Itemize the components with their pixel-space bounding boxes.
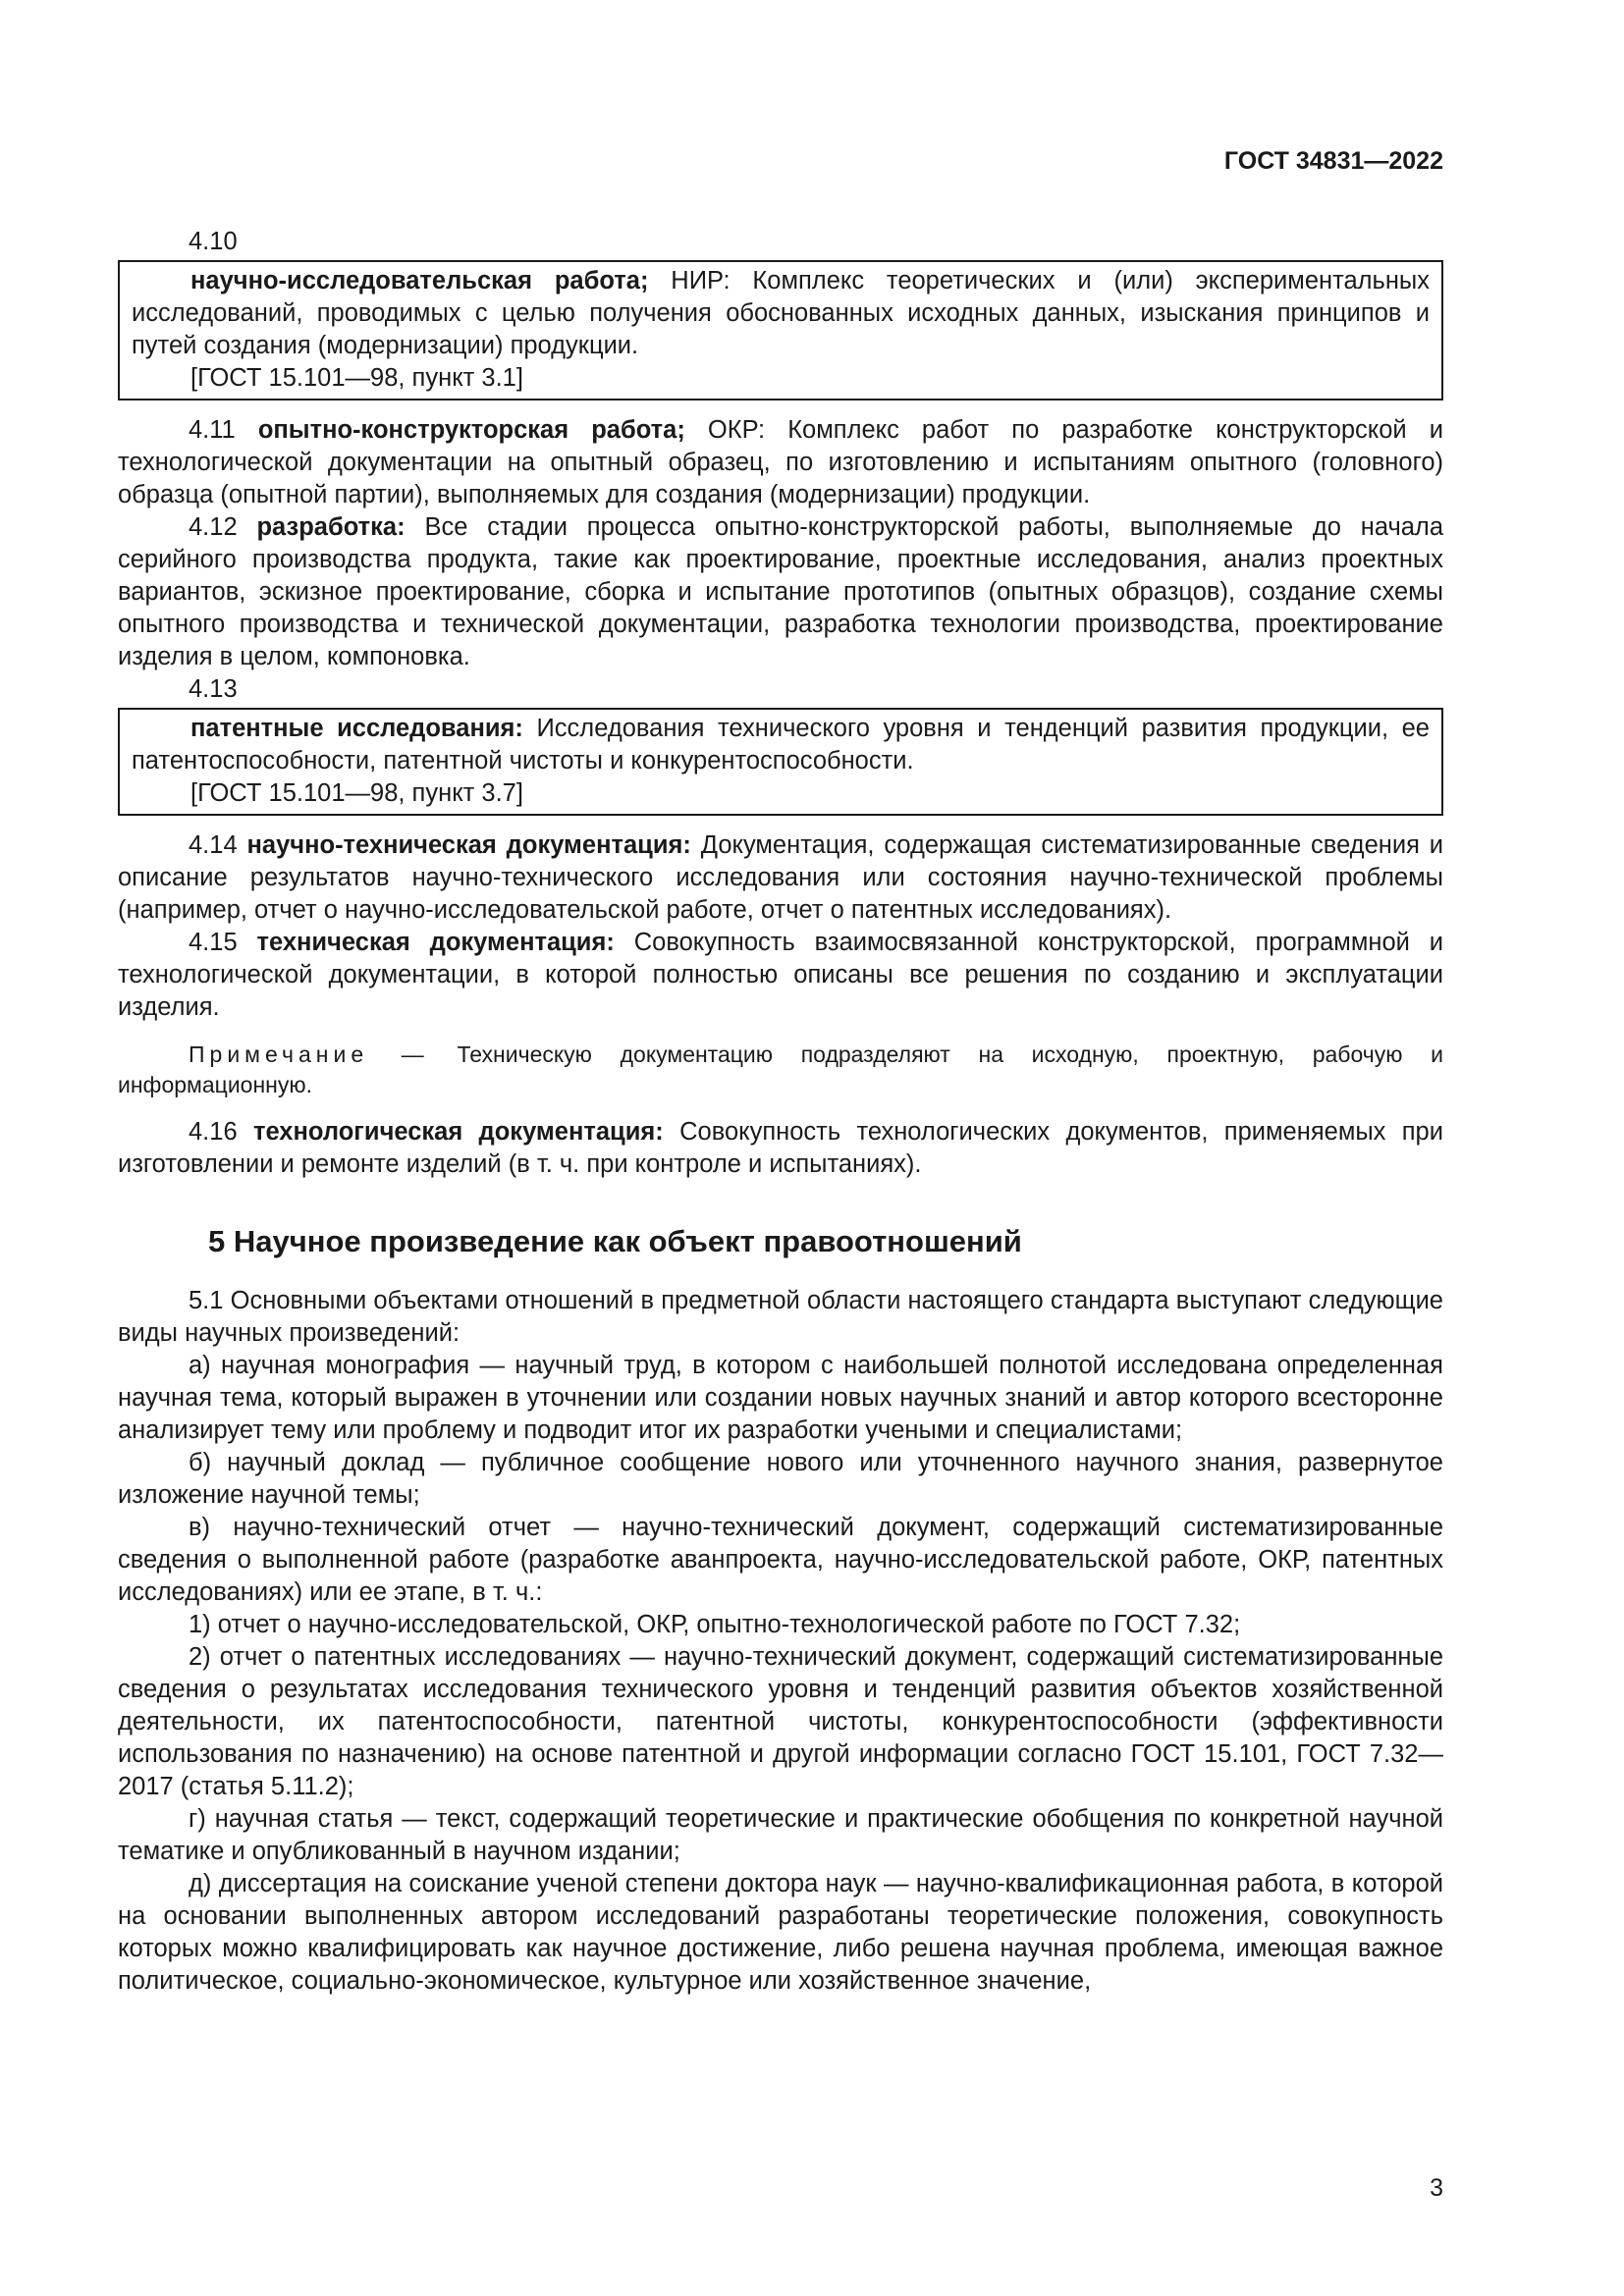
list-item-v-2: 2) отчет о патентных исследованиях — научно-технический документ, содержащий систематизированные сведения о результатах исследования технического уровня и тенденций развития объектов хозяйственной деятельности, их патентоспособности, патентной чистоты, конкурентоспособности (эффективности использования по назначению) на основе патентной и другой информации согласно ГОСТ 15.101, ГОСТ 7.32—2017 (статья 5.11.2); (118, 1643, 1443, 1800)
term-4-16 (118, 1116, 1443, 1181)
term-number: 4.15 (189, 929, 257, 956)
term-box-4-13 (118, 708, 1443, 816)
term-number-4-10: 4.10 (189, 228, 238, 255)
page-content (118, 226, 1443, 1998)
term-definition-4-10 (132, 265, 1430, 362)
note-label: Примечание — (189, 1041, 429, 1067)
list-item-d: д) диссертация на соискание ученой степени доктора наук — научно-квалификационная работа, в которой на основании выполненных автором исследований разработаны теоретические положения, совокупность которых можно квалифицировать как научное достижение, либо решена научная проблема, имеющая важное политическое, социально-экономическое, культурное или хозяйственное значение, (118, 1870, 1443, 1995)
term-4-11 (118, 414, 1443, 511)
term-number-4-13: 4.13 (189, 675, 238, 703)
term-text: Все стадии процесса опытно-конструкторской работы, выполняемые до начала серийного производства продукта, такие как проектирование, проектные исследования, анализ проектных вариантов, эскизное проектирование, сборка и испытание прототипов (опытных образцов), создание схемы опытного производства и технической документации, разработка технологии производства, проектирование изделия в целом, компоновка. (118, 513, 1443, 670)
term-text: НИР: Комплекс теоретических и (или) экспериментальных исследований, проводимых с целью получения обоснованных исходных данных, изыскания принципов и путей создания (модернизации) продукции. (132, 267, 1430, 359)
page-number: 3 (1430, 2174, 1443, 2202)
document-code: ГОСТ 34831—2022 (1223, 147, 1443, 175)
term-text: Совокупность взаимосвязанной конструкторской, программной и технологической документации, в которой полностью описаны все решения по созданию и эксплуатации изделия. (118, 929, 1443, 1021)
paragraph-5-1: 5.1 Основными объектами отношений в предметной области настоящего стандарта выступают следующие виды научных произведений: (118, 1287, 1443, 1347)
list-item-b: б) научный доклад — публичное сообщение нового или уточненного научного знания, развернутое изложение научной темы; (118, 1449, 1443, 1509)
note (118, 1040, 1443, 1100)
term-title: техническая документация: (256, 929, 615, 956)
term-title: патентные исследования: (190, 715, 523, 742)
term-title: научно-техническая документация: (246, 831, 691, 859)
term-box-4-10 (118, 260, 1443, 400)
term-title: технологическая документация: (252, 1118, 664, 1146)
term-4-15 (118, 927, 1443, 1024)
term-number: 4.16 (189, 1118, 253, 1146)
term-text: Совокупность технологических документов, применяемых при изготовлении и ремонте изделий (в т. ч. при контроле и испытаниях). (118, 1118, 1443, 1178)
term-title: научно-исследовательская работа; (190, 267, 649, 294)
term-source-4-10: [ГОСТ 15.101—98, пункт 3.1] (190, 364, 523, 392)
term-4-12 (118, 511, 1443, 673)
term-4-14 (118, 829, 1443, 927)
term-title: разработка: (256, 513, 406, 541)
list-item-a: а) научная монография — научный труд, в котором с наибольшей полнотой исследована определенная научная тема, который выражен в уточнении или создании новых научных знаний и автор которого всесторонне анализирует тему или проблему и подводит итог их разработки учеными и специалистами; (118, 1352, 1443, 1444)
term-text: ОКР: Комплекс работ по разработке конструкторской и технологической документации на опытный образец, по изготовлению и испытаниям опытного (головного) образца (опытной партии), выполняемых для создания (модернизации) продукции. (118, 416, 1443, 508)
section-heading: 5 Научное произведение как объект правоотношений (208, 1224, 1022, 1258)
term-text: Исследования технического уровня и тенденций развития продукции, ее патентоспособности, патентной чистоты и конкурентоспособности. (132, 715, 1430, 774)
list-item-g: г) научная статья — текст, содержащий теоретические и практические обобщения по конкретной научной тематике и опубликованный в научном издании; (118, 1805, 1443, 1865)
list-item-v-1: 1) отчет о научно-исследовательской, ОКР, опытно-технологической работе по ГОСТ 7.32; (189, 1611, 1241, 1638)
term-number: 4.14 (189, 831, 247, 859)
list-item-v: в) научно-технический отчет — научно-технический документ, содержащий систематизированные сведения о выполненной работе (разработке аванпроекта, научно-исследовательской работе, ОКР, патентных исследованиях) или ее этапе, в т. ч.: (118, 1514, 1443, 1606)
term-number: 4.11 (189, 416, 258, 444)
term-title: опытно-конструкторская работа; (257, 416, 685, 444)
term-definition-4-13 (132, 713, 1430, 777)
note-text: Техническую документацию подразделяют на исходную, проектную, рабочую и информационную. (118, 1041, 1443, 1097)
term-text: Документация, содержащая систематизированные сведения и описание результатов научно-технического исследования или состояния научно-технической проблемы (например, отчет о научно-исследовательской работе, отчет о патентных исследованиях). (118, 831, 1443, 924)
term-source-4-13: [ГОСТ 15.101—98, пункт 3.7] (190, 779, 523, 807)
term-number: 4.12 (189, 513, 257, 541)
